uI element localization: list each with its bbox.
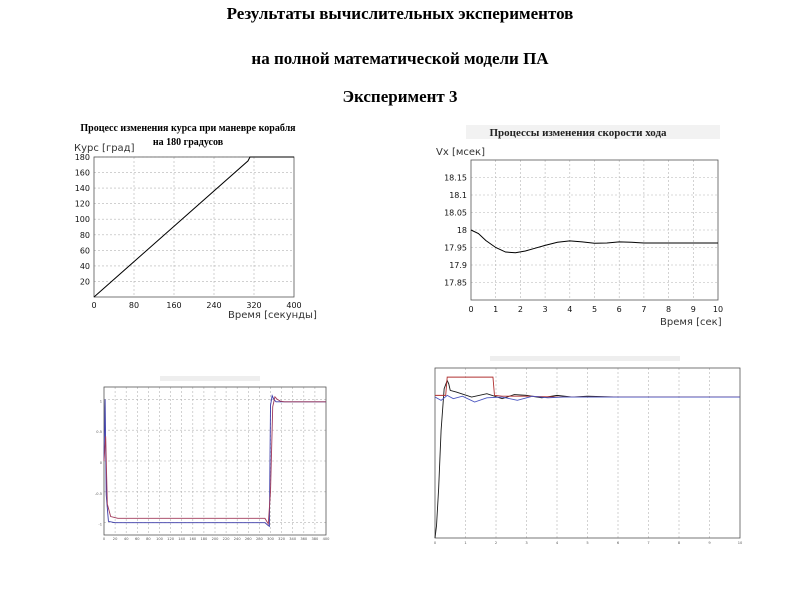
course-ytick-label: 80 [79, 230, 90, 240]
speed-chart-title: Процессы изменения скорости хода [489, 127, 667, 139]
course-ytick-label: 180 [74, 153, 90, 162]
transient-right-xtick-label: 1 [464, 541, 467, 545]
transient-left-ytick-label: 1 [99, 399, 102, 404]
speed-ytick-label: 18.15 [444, 173, 467, 183]
transient-left-ytick-label: -1 [98, 522, 102, 527]
transient-left-xtick-label: 40 [123, 537, 129, 541]
slide-title-line-3: Эксперимент 3 [342, 87, 458, 106]
course-xtick-label: 240 [206, 301, 222, 310]
transient-left-xtick-label: 140 [178, 537, 186, 541]
course-xtick-label: 160 [166, 301, 182, 310]
speed-xtick-label: 2 [517, 305, 523, 314]
transient-left-ytick-label: -0.5 [94, 491, 102, 496]
speed-ytick-label: 17.95 [444, 243, 467, 253]
transient-right-xtick-label: 4 [555, 541, 559, 545]
speed-xtick-label: 10 [712, 305, 724, 314]
course-xtick-label: 80 [128, 301, 140, 310]
slide-title-line-2: на полной математической модели ПА [251, 49, 549, 68]
transient-left-xtick-label: 80 [146, 537, 151, 541]
slide-title-line-1: Результаты вычислительных экспериментов [226, 4, 574, 23]
speed-ytick-label: 18.1 [449, 191, 467, 200]
transient-right-xtick-label: 6 [616, 541, 620, 545]
speed-xtick-label: 5 [591, 305, 598, 314]
speed-xtick-label: 8 [666, 305, 672, 314]
course-chart-title-line-2: на 180 градусов [152, 137, 224, 148]
transient-left-xtick-label: 400 [322, 537, 330, 541]
speed-ytick-label: 17.9 [449, 261, 467, 270]
transient-left-xtick-label: 240 [233, 537, 241, 541]
course-xtick-label: 320 [246, 301, 262, 310]
transient-left-xtick-label: 120 [167, 537, 175, 541]
course-xtick-label: 0 [91, 301, 97, 310]
transient-left-xtick-label: 280 [255, 537, 263, 541]
transient-right-xtick-label: 7 [647, 541, 650, 545]
transient-left-xtick-label: 320 [278, 537, 286, 541]
speed-xtick-label: 0 [468, 305, 474, 314]
course-ytick-label: 60 [79, 246, 90, 256]
transient-right-xtick-label: 0 [433, 541, 437, 545]
course-ytick-label: 20 [79, 277, 90, 287]
course-xtick-label: 400 [286, 301, 302, 310]
course-ytick-label: 160 [74, 168, 90, 178]
transient-left-xtick-label: 220 [222, 537, 230, 541]
transient-left-xtick-label: 300 [267, 537, 274, 541]
speed-chart-ylabel: Vx [мсек] [436, 147, 485, 158]
speed-xtick-label: 3 [542, 305, 548, 314]
speed-xtick-label: 7 [641, 305, 647, 314]
transient-left-xtick-label: 160 [189, 537, 197, 541]
transient-left-xtick-label: 0 [102, 537, 106, 541]
speed-chart-xlabel: Время [сек] [660, 317, 722, 328]
transient-right-title-bar [490, 356, 680, 361]
transient-left-xtick-label: 260 [244, 537, 252, 541]
transient-left-xtick-label: 360 [300, 537, 308, 541]
transient-left-ytick-label: 0.5 [96, 430, 102, 435]
transient-left-ytick-label: 0 [99, 461, 102, 465]
speed-xtick-label: 4 [567, 305, 573, 314]
transient-left-xtick-label: 380 [311, 537, 319, 541]
transient-left-xtick-label: 180 [200, 537, 208, 541]
course-chart-xlabel: Время [секунды] [228, 310, 317, 321]
transient-right-xtick-label: 9 [708, 541, 711, 545]
speed-xtick-label: 1 [493, 305, 499, 314]
transient-right-xtick-label: 10 [737, 541, 743, 545]
transient-right-xtick-label: 8 [677, 541, 681, 545]
speed-xtick-label: 9 [690, 305, 696, 314]
course-ytick-label: 120 [74, 199, 90, 209]
transient-left-xtick-label: 340 [289, 537, 297, 541]
transient-left-xtick-label: 60 [135, 537, 140, 541]
speed-xtick-label: 6 [616, 305, 622, 314]
course-ytick-label: 100 [74, 215, 90, 225]
transient-right-xtick-label: 5 [586, 541, 589, 545]
speed-ytick-label: 17.85 [444, 278, 467, 288]
speed-ytick-label: 18.05 [444, 208, 467, 218]
course-chart-title-line-1: Процесс изменения курса при маневре корабля [80, 123, 296, 134]
course-ytick-label: 40 [79, 261, 90, 271]
speed-ytick-label: 18 [456, 226, 467, 235]
course-ytick-label: 140 [74, 184, 90, 194]
transient-left-xtick-label: 200 [211, 537, 219, 541]
course-chart-ylabel: Курс [град] [74, 143, 135, 154]
transient-left-xtick-label: 100 [156, 537, 163, 541]
transient-right-xtick-label: 3 [525, 541, 528, 545]
transient-right-xtick-label: 2 [494, 541, 498, 545]
transient-left-xtick-label: 20 [112, 537, 118, 541]
